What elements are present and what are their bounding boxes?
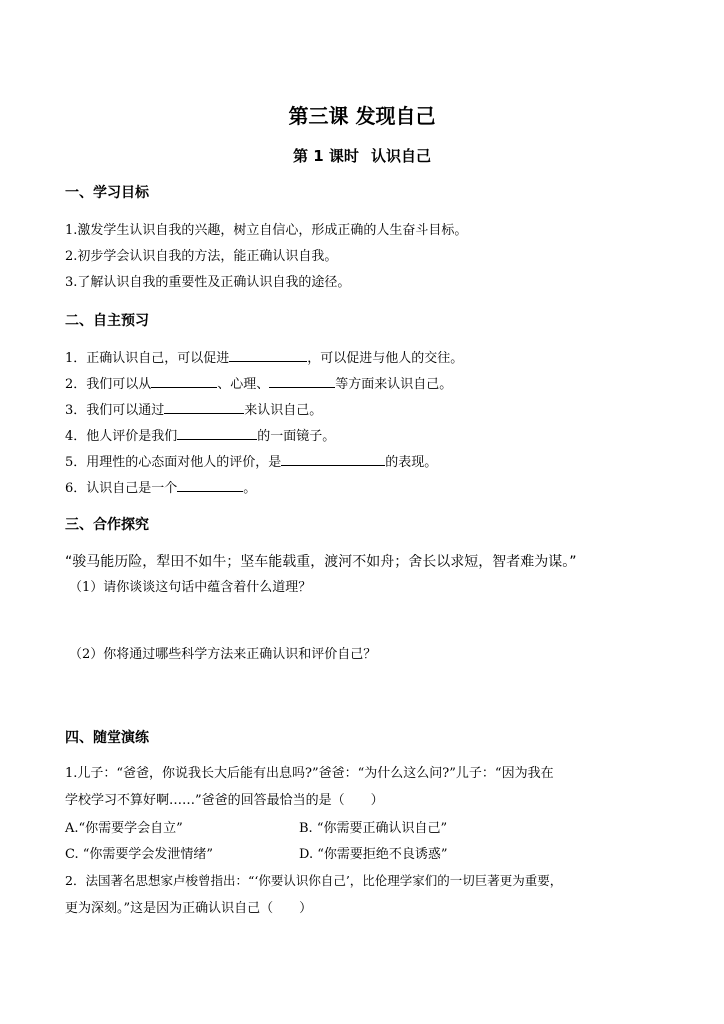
preview-question-5 (65, 452, 437, 472)
fill-blank[interactable] (151, 374, 217, 388)
fill-blank[interactable] (177, 426, 257, 440)
fill-blank[interactable] (281, 452, 385, 466)
option-d[interactable]: D. “你需要拒绝不良诱惑” (299, 847, 448, 862)
q4-text-a: 4．他人评价是我们 (65, 429, 178, 444)
preview-question-4 (65, 426, 335, 446)
goal-item-3: 3.了解认识自我的重要性及正确认识自我的途径。 (65, 275, 351, 290)
goal-item-1: 1.激发学生认识自我的兴趣，树立自信心，形成正确的人生奋斗目标。 (65, 223, 468, 238)
q2-text-c: 等方面来认识自己。 (335, 377, 453, 392)
section-heading-cooperate: 三、合作探究 (65, 517, 149, 533)
q5-text-a: 5．用理性的心态面对他人的评价，是 (65, 455, 282, 470)
section-heading-practice: 四、随堂演练 (65, 730, 149, 746)
fill-blank[interactable] (229, 348, 307, 362)
q2-text-a: 2．我们可以从 (65, 377, 152, 392)
discussion-question-1: （1）请你谈谈这句话中蕴含着什么道理？ (69, 580, 312, 595)
discussion-question-2: （2）你将通过哪些科学方法来正确认识和评价自己？ (69, 647, 377, 662)
q5-text-b: 的表现。 (385, 455, 438, 470)
fill-blank[interactable] (177, 478, 243, 492)
section-heading-preview: 二、自主预习 (65, 313, 149, 329)
q1-text-a: 1．正确认识自己，可以促进 (65, 351, 230, 366)
q2-text-b: 、心理、 (217, 377, 270, 392)
q6-text-b: 。 (243, 481, 257, 496)
fill-blank[interactable] (269, 374, 335, 388)
practice-question-1-line-1: 1.儿子：“爸爸，你说我长大后能有出息吗?”爸爸：“为什么这么问?”儿子：“因为我在 (65, 766, 554, 781)
preview-question-3 (65, 400, 322, 420)
goal-item-2: 2.初步学会认识自我的方法，能正确认识自我。 (65, 249, 338, 264)
q6-text-a: 6．认识自己是一个 (65, 481, 178, 496)
proverb-quote: “骏马能历险，犁田不如牛；坚车能载重，渡河不如舟；舍长以求短，智者难为谋。” (65, 554, 577, 570)
option-a[interactable]: A.“你需要学会自立” (65, 821, 183, 836)
lesson-number: 第 1 课时 (293, 147, 359, 165)
q3-text-b: 来认识自己。 (244, 403, 323, 418)
preview-question-2 (65, 374, 452, 394)
fill-blank[interactable] (164, 400, 244, 414)
practice-question-2-line-1: 2．法国著名思想家卢梭曾指出：“‘你要认识你自己’，比伦理学家们的一切巨著更为重要， (65, 873, 563, 888)
practice-question-2-line-2: 更为深刻。”这是因为正确认识自己（ ） (65, 901, 313, 916)
practice-question-1-line-2: 学校学习不算好啊……”爸爸的回答最恰当的是（ ） (65, 793, 384, 808)
option-c[interactable]: C. “你需要学会发泄情绪” (65, 847, 214, 862)
q4-text-b: 的一面镜子。 (257, 429, 336, 444)
preview-question-1 (65, 348, 463, 368)
lesson-topic: 认识自己 (370, 147, 431, 165)
preview-question-6 (65, 478, 256, 498)
section-heading-goals: 一、学习目标 (65, 185, 149, 201)
page-title: 第三课 发现自己 (288, 104, 436, 128)
lesson-subtitle (0, 146, 724, 166)
q1-text-b: ，可以促进与他人的交往。 (307, 351, 464, 366)
q3-text-a: 3．我们可以通过 (65, 403, 165, 418)
option-b[interactable]: B. “你需要正确认识自己” (299, 821, 448, 836)
